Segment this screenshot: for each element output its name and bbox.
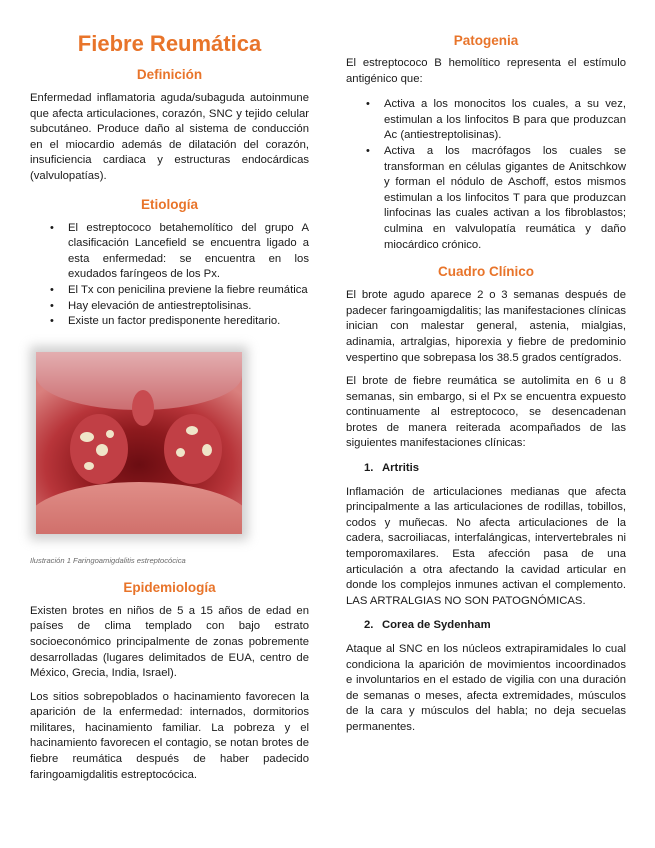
list-number: 2. (364, 619, 374, 632)
epidemiologia-paragraph: Existen brotes en niños de 5 a 15 años de edad en países de clima templado con bajo estrato socioeconómico principalmente de zonas pobremente desarrolladas (lugares delimitados de EUA, centro de México, Grecia, India, Israel). (30, 604, 309, 680)
list-item-corea (364, 618, 626, 634)
list-item: • Hay elevación de antiestreptolisinas. (68, 299, 309, 315)
definicion-text: Enfermedad inflamatoria aguda/subaguda autoinmune que afecta articulaciones, corazón, SNC y tejido celular subcutáneo. Produce daño al sistema de conducción en el miocardio además de dilatación del corazón, insuficiencia cardiaca y estructuras endocárdicas (valvulopatías). (30, 92, 309, 182)
image-caption: Ilustración 1 Faringoamigdalitis estreptocócica (30, 555, 186, 565)
patogenia-heading: Patogenia (453, 33, 519, 48)
list-item: • Existe un factor predisponente hereditario. (68, 314, 309, 330)
cuadro-paragraph: El brote agudo aparece 2 o 3 semanas después de padecer faringoamigdalitis; las manifestaciones clínicas inician con malestar general, astenia, mialgias, adinamia, artralgias, hiporexia y fiebre de predominio vespertino que sobrepasa los 38.5 grados centígrados. (346, 289, 626, 364)
list-number: 1. (364, 462, 374, 475)
definicion-heading: Definición (136, 67, 203, 82)
artritis-text: Inflamación de articulaciones medianas que afecta principalmente a las articulaciones de rodillas, tobillos, codos y muñecas. No afecta articulaciones de la cadera, sacroiliacas, interfalángicas, intervertebrales ni temporomaxilares. Esta afección pasa de una articulación a otra afectando la cavidad articular en donde los complejos inmunes activan el complemento. LAS ARTRALGIAS NO SON PATOGNÓMICAS. (346, 485, 626, 607)
list-item: • El Tx con penicilina previene la fiebre reumática (68, 283, 309, 299)
list-item-artritis (364, 461, 626, 477)
left-column (30, 0, 309, 783)
patogenia-intro: El estreptococo B hemolítico representa el estímulo antigénico que: (346, 57, 626, 85)
etiologia-list (30, 221, 309, 330)
artritis-title: Artritis (382, 462, 420, 475)
list-item: • El estreptococo betahemolítico del grupo A clasificación Lancefield se encuentra ligado a esta enfermedad: se encuentra en los exudados faríngeos de los Px. (68, 221, 309, 283)
right-column (346, 0, 626, 736)
patogenia-list (346, 97, 626, 253)
pharyngitis-photo (36, 352, 242, 534)
page-title: Fiebre Reumática (77, 31, 262, 56)
cuadro-paragraph: El brote de fiebre reumática se autolimita en 6 u 8 semanas, sin embargo, si el Px se encuentra expuesto continuamente al estreptococo, se desencadenan brotes de manera reiterada acompañados de las siguientes manifestaciones clínicas: (346, 375, 626, 450)
manifestations-list (346, 461, 626, 477)
corea-title: Corea de Sydenham (382, 619, 491, 632)
epidemiologia-paragraph: Los sitios sobrepoblados o hacinamiento favorecen la aparición de la enfermedad: internados, dormitorios militares, hacinamiento familiar. La pobreza y el hacinamiento favorecen el contagio, se notan brotes de fiebre reumática después de haber padecido faringoamigdalitis estreptocócica. (30, 690, 309, 781)
epidemiologia-heading: Epidemiología (123, 579, 216, 595)
corea-text: Ataque al SNC en los núcleos extrapiramidales lo cual condiciona la aparición de movimientos incoordinados e involuntarios en el estado de vigilia con una duración de semanas o meses, afecta extremidades, músculos de la cara y músculos del habla; no deja secuelas permanentes. (346, 643, 626, 733)
list-item: • Activa a los monocitos los cuales, a su vez, estimulan a los linfocitos B para que produzcan Ac (antiestreptolisinas). (384, 97, 626, 144)
etiologia-heading: Etiología (141, 196, 198, 212)
cuadro-heading: Cuadro Clínico (437, 264, 534, 280)
list-item: • Activa a los macrófagos los cuales se transforman en células gigantes de Anitschkow y forman el nódulo de Aschoff, estos mismos estimulan a los linfocitos T para que produzcan linfocinas las cuales activan a los fibroblastos; culmina en valvulopatía reumática y daño miocárdico crónico. (384, 144, 626, 253)
manifestations-list-2 (346, 618, 626, 634)
